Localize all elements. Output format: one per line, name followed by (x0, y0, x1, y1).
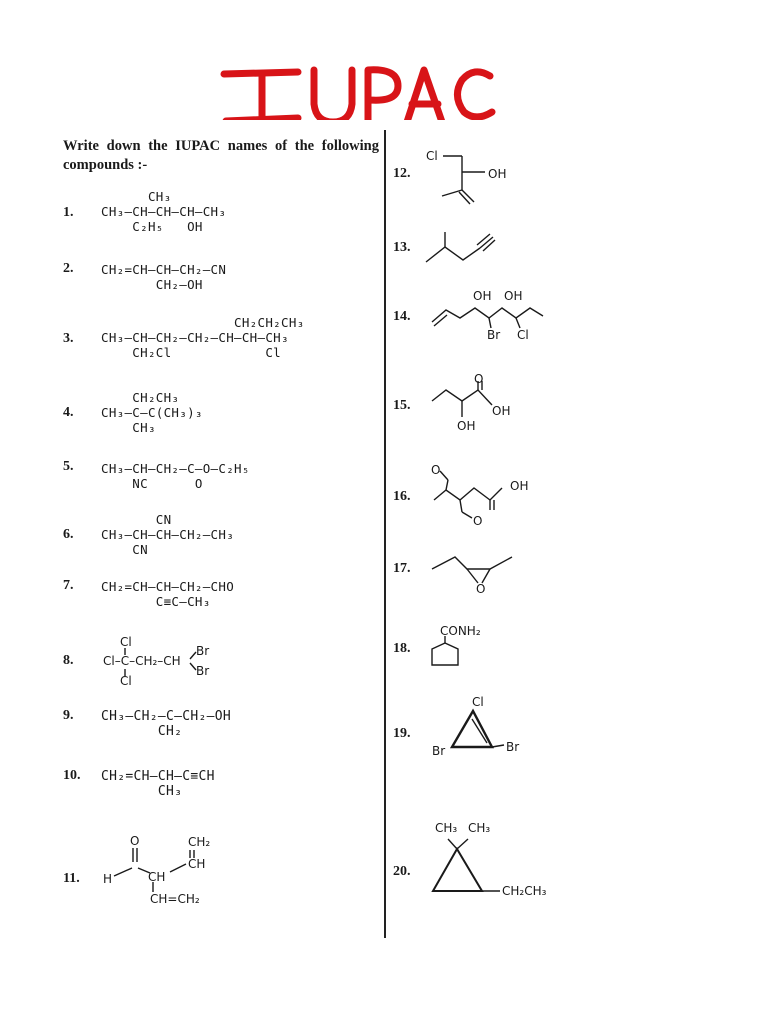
compound-14-br: Br (487, 328, 501, 342)
compound-20-ethyl: CH₂CH₃ (502, 884, 547, 898)
item-15-number: 15. (393, 398, 411, 413)
item-5-number: 5. (63, 459, 74, 474)
compound-12-skeleton (440, 150, 500, 205)
compound-9: CH₃–CH₂–C–CH₂–OH CH₂ (101, 709, 232, 739)
item-10-number: 10. (63, 768, 81, 783)
compound-19-ring (440, 705, 510, 755)
compound-3: CH₂CH₂CH₃ CH₃–CH–CH₂–CH₂–CH–CH–CH₃ CH₂Cl Cl (101, 315, 305, 360)
compound-20-ring (430, 833, 510, 898)
page-title (0, 0, 768, 120)
compound-8-br-bottom: Br (196, 664, 210, 678)
column-divider (384, 130, 386, 938)
compound-20-ch3-left: CH₃ (435, 821, 458, 835)
item-8-number: 8. (63, 653, 74, 668)
compound-18-conh2: CONH₂ (440, 624, 481, 638)
compound-8-cl-bottom: Cl (120, 674, 132, 688)
item-9-number: 9. (63, 708, 74, 723)
compound-10: CH₂=CH–CH–C≡CH CH₃ (101, 769, 215, 799)
compound-20-ch3-right: CH₃ (468, 821, 491, 835)
instructions: Write down the IUPAC names of the following compounds :- (63, 138, 379, 173)
compound-8-bonds (100, 640, 210, 685)
item-19-number: 19. (393, 726, 411, 741)
item-11-number: 11. (63, 871, 80, 886)
compound-16-o1: O (431, 463, 441, 477)
compound-11-ch: CH (148, 870, 166, 884)
compound-12-oh: OH (488, 167, 507, 181)
compound-19-cl: Cl (472, 695, 484, 709)
compound-15-o: O (474, 372, 484, 386)
compound-6: CN CH₃–CH–CH–CH₂–CH₃ CN (101, 512, 235, 557)
compound-1: CH₃ CH₃–CH–CH–CH–CH₃ C₂H₅ OH (101, 189, 227, 234)
compound-14-cl: Cl (517, 328, 529, 342)
compound-19-br-left: Br (432, 744, 446, 758)
compound-19-br-right: Br (506, 740, 520, 754)
item-3-number: 3. (63, 331, 74, 346)
compound-17-skeleton (430, 553, 515, 588)
item-14-number: 14. (393, 309, 411, 324)
compound-11-ch-top: CH (188, 857, 206, 871)
compound-13-skeleton (425, 230, 495, 265)
compound-12-cl: Cl (426, 149, 438, 163)
compound-15-oh-alpha: OH (457, 419, 476, 433)
compound-17-o: O (476, 582, 486, 596)
item-20-number: 20. (393, 864, 411, 879)
compound-14-skeleton (430, 300, 545, 330)
compound-16-skeleton (430, 466, 515, 526)
compound-4: CH₂CH₃ CH₃–C–C(CH₃)₃ CH₃ (101, 390, 203, 435)
compound-16-oh: OH (510, 479, 529, 493)
item-13-number: 13. (393, 240, 411, 255)
compound-5: CH₃–CH–CH₂–C–O–C₂H₅ NC O (101, 461, 250, 491)
compound-11-ch2: CH₂ (188, 835, 211, 849)
compound-11-vinyl: CH=CH₂ (150, 892, 200, 906)
compound-14-oh1: OH (473, 289, 492, 303)
compound-11-o: O (130, 834, 140, 848)
item-1-number: 1. (63, 205, 74, 220)
item-12-number: 12. (393, 166, 411, 181)
item-18-number: 18. (393, 641, 411, 656)
item-6-number: 6. (63, 527, 74, 542)
compound-11-h: H (103, 872, 113, 886)
item-7-number: 7. (63, 578, 74, 593)
compound-8-br-top: Br (196, 644, 210, 658)
compound-8-cl-top: Cl (120, 635, 132, 649)
compound-15-oh: OH (492, 404, 511, 418)
item-17-number: 17. (393, 561, 411, 576)
compound-11-bonds (100, 830, 220, 910)
compound-7: CH₂=CH–CH–CH₂–CHO C≡C–CH₃ (101, 579, 235, 609)
item-2-number: 2. (63, 261, 74, 276)
compound-18-ring (428, 635, 468, 670)
title-handwriting (224, 70, 492, 120)
compound-15-skeleton (430, 383, 500, 423)
compound-2: CH₂=CH–CH–CH₂–CN CH₂–OH (101, 262, 227, 292)
item-4-number: 4. (63, 405, 74, 420)
compound-16-o2: O (473, 514, 483, 528)
item-16-number: 16. (393, 489, 411, 504)
compound-8-main: Cl–C–CH₂–CH (103, 654, 181, 668)
compound-14-oh2: OH (504, 289, 523, 303)
